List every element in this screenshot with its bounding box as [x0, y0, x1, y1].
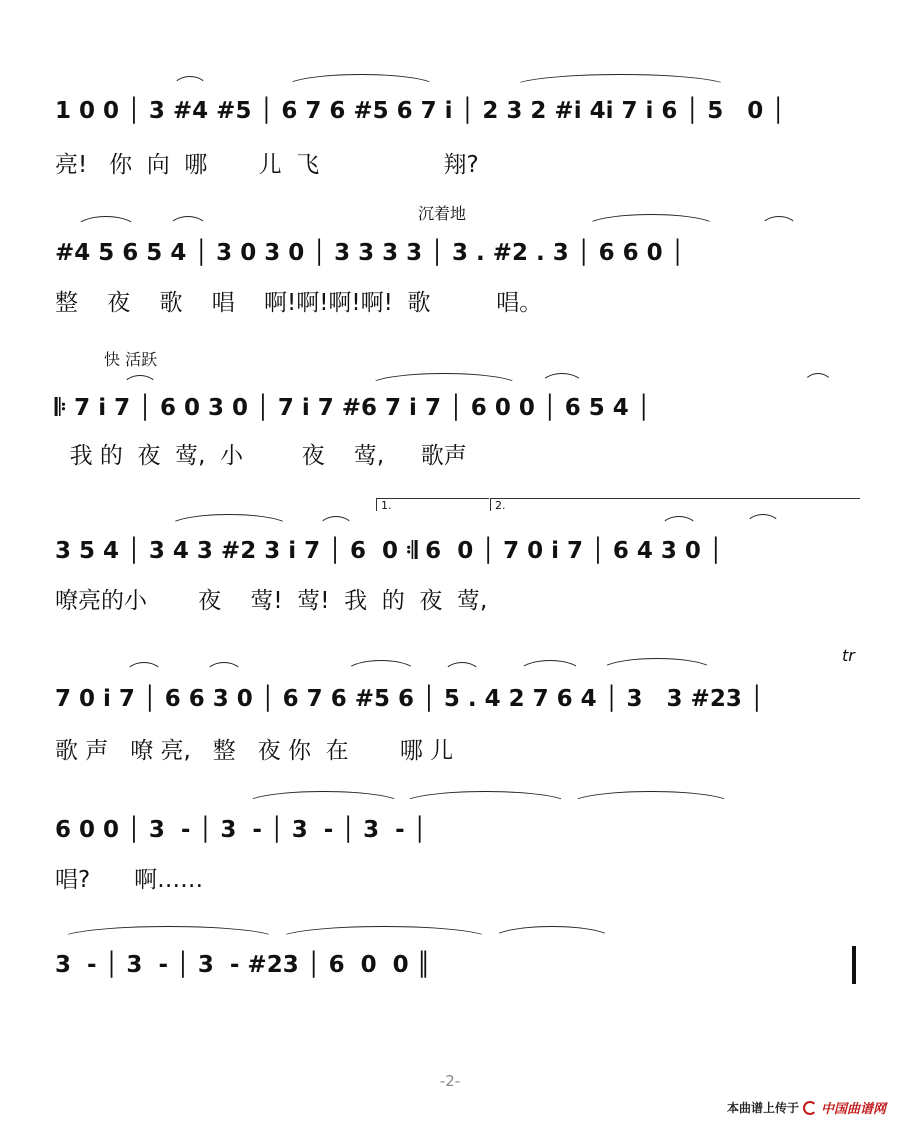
volta-bracket-1: 1. — [376, 498, 489, 511]
slur — [285, 74, 437, 87]
slur — [518, 660, 582, 673]
slur — [600, 658, 714, 671]
slur — [60, 926, 277, 939]
notation-line: 6 0 0 │ 3 - │ 3 - │ 3 - │ 3 - │ — [55, 817, 427, 843]
slur — [168, 514, 290, 527]
slur — [345, 660, 417, 673]
slur — [443, 662, 481, 675]
slur — [803, 373, 833, 386]
notation-line: 7 0 i 7 │ 6 6 3 0 │ 6 7 6 #5 6 │ 5 . 4 2 7 6 4 │ 3 3 #23 │ — [55, 686, 764, 712]
volta-bracket-2: 2. — [490, 498, 860, 511]
slur — [368, 373, 520, 386]
notation-line: #4 5 6 5 4 │ 3 0 3 0 │ 3 3 3 3 │ 3 . #2 . 3 │ 6 6 0 │ — [55, 240, 685, 266]
slur — [660, 516, 698, 529]
slur — [125, 662, 163, 675]
lyrics-line: 歌 声 嘹 亮, 整 夜 你 在 哪 儿 — [55, 738, 454, 764]
page-number: -2- — [439, 1072, 461, 1090]
slur — [760, 216, 798, 229]
lyrics-line: 亮! 你 向 哪 儿 飞 翔? — [55, 152, 479, 178]
slur — [492, 926, 612, 939]
slur — [402, 791, 569, 804]
final-barline — [852, 946, 856, 984]
slur — [585, 214, 717, 227]
slur — [245, 791, 402, 804]
notation-line: 1 0 0 │ 3 #4 #5 │ 6 7 6 #5 6 7 i │ 2 3 2 #i 4i 7 i 6 │ 5 0 │ — [55, 98, 786, 124]
tempo-annotation: 快 活跃 — [104, 350, 158, 369]
notation-line: 3 - │ 3 - │ 3 - #23 │ 6 0 0 ║ — [55, 952, 431, 978]
trill-mark: tr — [842, 646, 855, 665]
tempo-annotation: 沉着地 — [418, 204, 467, 223]
notation-line: 3 5 4 │ 3 4 3 #2 3 i 7 │ 6 0 𝄇 6 0 │ 7 0 i 7 │ 6 4 3 0 │ — [55, 538, 723, 564]
slur — [318, 516, 354, 529]
slur — [168, 216, 208, 229]
slur — [278, 926, 490, 939]
slur — [745, 514, 781, 527]
slur — [172, 76, 208, 89]
lyrics-line: 我 的 夜 莺, 小 夜 莺, 歌声 — [55, 443, 467, 469]
footer-text: 本曲谱上传于 — [726, 1101, 799, 1115]
slur — [512, 74, 729, 87]
lyrics-line: 整 夜 歌 唱 啊!啊!啊!啊! 歌 唱。 — [55, 290, 543, 316]
site-logo-icon — [803, 1101, 817, 1115]
slur — [75, 216, 137, 229]
lyrics-line: 唱? 啊…… — [55, 867, 204, 893]
notation-line: 𝄆 7 i 7 │ 6 0 3 0 │ 7 i 7 #6 7 i 7 │ 6 0 0 │ 6 5 4 │ — [55, 395, 651, 421]
slur — [122, 375, 158, 388]
slur — [540, 373, 584, 386]
slur — [570, 791, 732, 804]
footer-site-name[interactable]: 中国曲谱网 — [820, 1102, 886, 1117]
lyrics-line: 嘹亮的小 夜 莺! 莺! 我 的 夜 莺, — [55, 588, 488, 614]
slur — [205, 662, 243, 675]
upload-footer — [727, 1098, 886, 1117]
